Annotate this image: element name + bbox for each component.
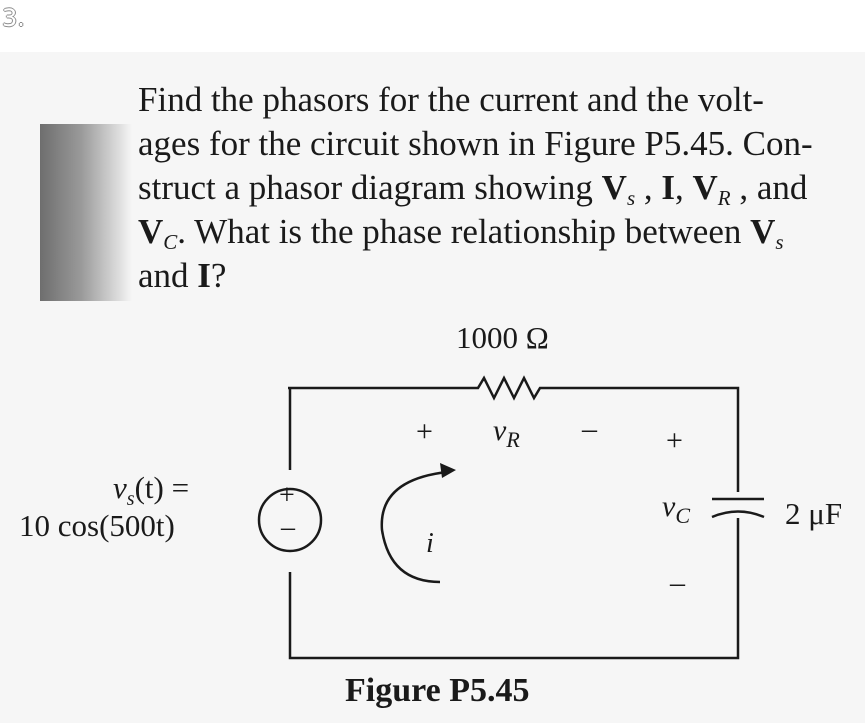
vr-minus: – <box>582 412 597 445</box>
problem-line-4: $V_C$. What is the phase relationship between $V_s$ <box>138 212 784 254</box>
problem-number: 3. <box>2 4 25 32</box>
current-arrow <box>382 472 447 582</box>
source-label-line1: $v_s(t)$ = <box>113 470 190 511</box>
source-minus: – <box>281 512 295 543</box>
current-arrowhead <box>440 463 456 478</box>
problem-line-5: and I? <box>138 256 227 295</box>
vc-minus: – <box>670 566 685 599</box>
problem-line-1: Find the phasors for the current and the volt- <box>138 80 764 119</box>
source-plus: + <box>279 480 295 511</box>
current-label: i <box>426 528 434 559</box>
capacitor-bottom-plate <box>712 512 764 518</box>
source-label-line2: 10 cos(500t) <box>19 508 175 543</box>
figure-caption: Figure P5.45 <box>345 672 530 709</box>
vc-label: $v_C$ <box>662 490 691 528</box>
resistor-label: 1000 Ω <box>456 320 549 355</box>
vc-plus: + <box>666 424 683 457</box>
vr-plus: + <box>416 415 433 448</box>
problem-line-2: ages for the circuit shown in Figure P5.45. Con- <box>138 124 813 163</box>
problem-line-3: struct a phasor diagram showing $V_s$ , I, $V_R$ , and <box>138 168 808 210</box>
vr-label: $v_R$ <box>493 414 520 452</box>
capacitor-label: 2 μF <box>785 496 843 531</box>
